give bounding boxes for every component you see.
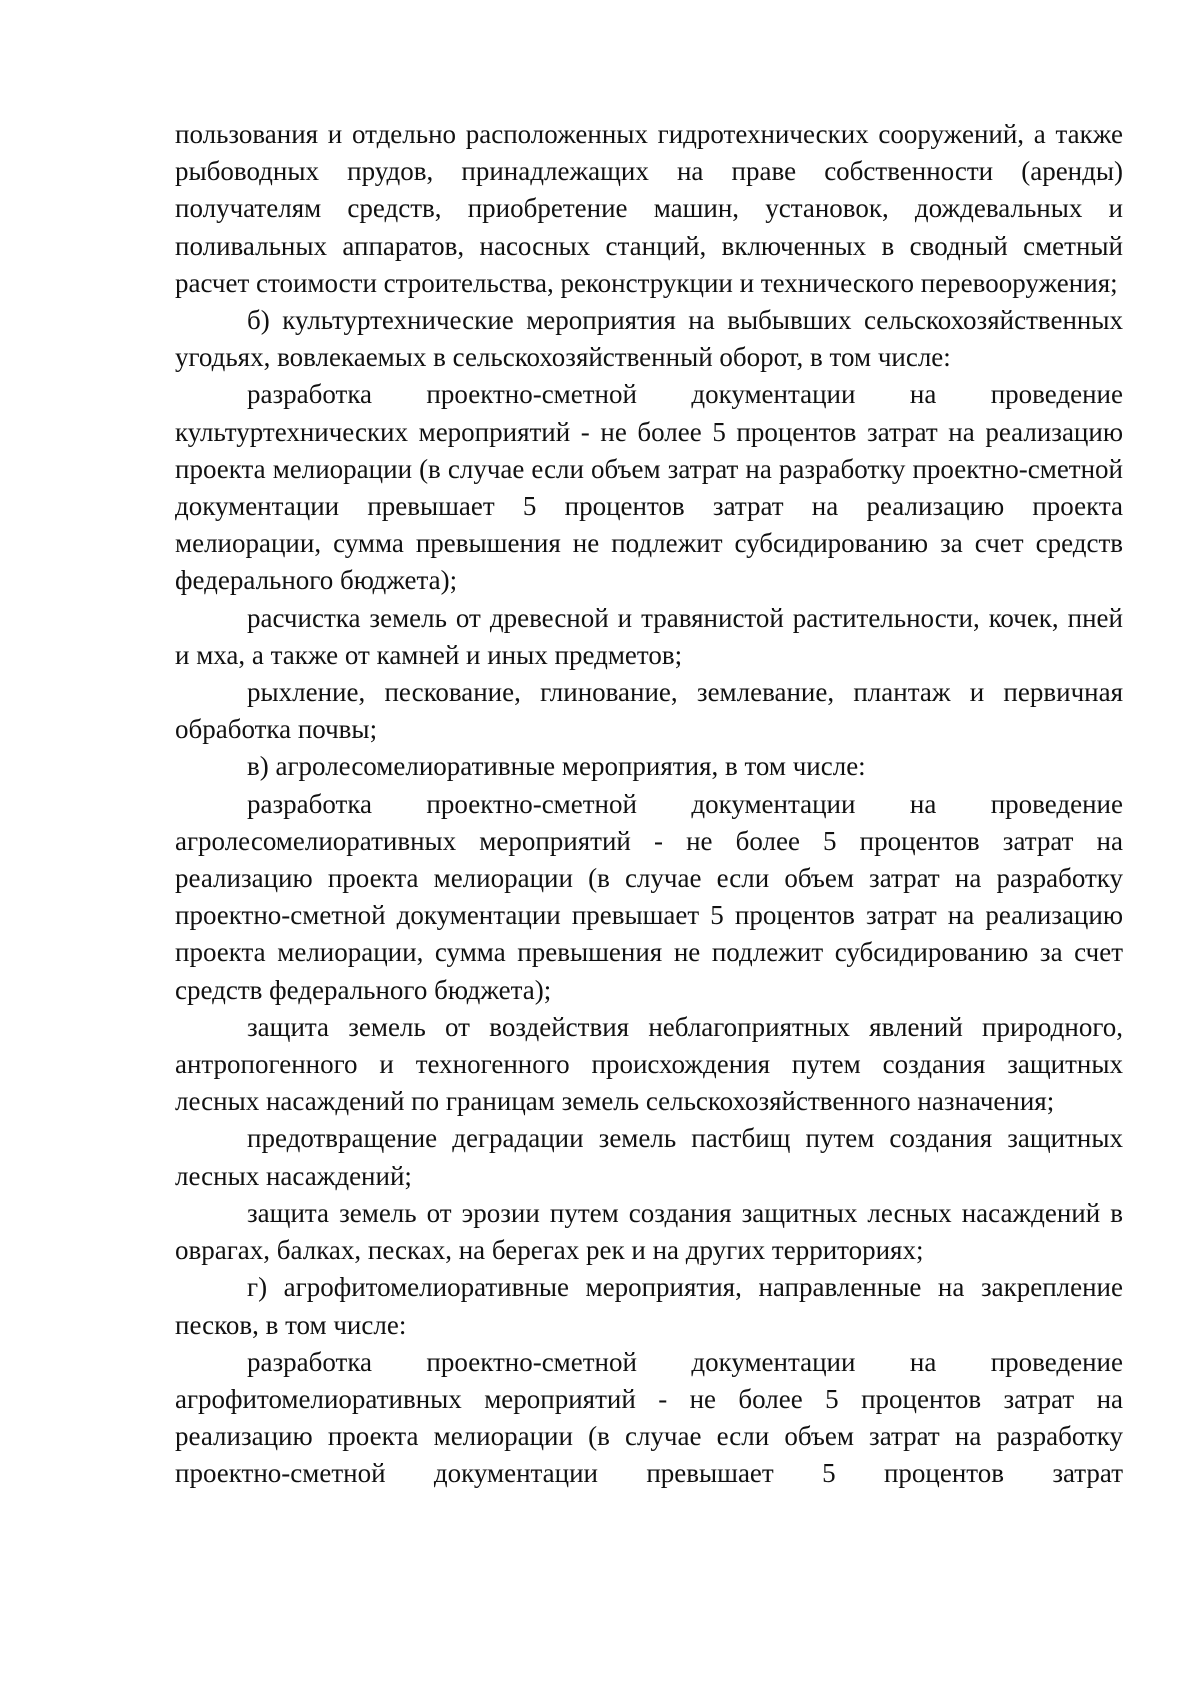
paragraph-item-v: в) агролесомелиоративные мероприятия, в том числе: [247, 751, 866, 782]
paragraph-v-erosion: защита земель от эрозии путем создания защитных лесных насаждений в оврагах, балках, песках, на берегах рек и на других территориях; [175, 1197, 1123, 1266]
paragraph-item-g: г) агрофитомелиоративные мероприятия, направленные на закрепление песков, в том числе: [175, 1272, 1123, 1340]
paragraph-b-design-docs: разработка проектно-сметной документации на проведение культуртехнических мероприятий - не более 5 процентов затрат на реализацию проекта мелиорации (в случае если объем затрат на разработку проектно-сметной документации превышает 5 процентов затрат на реализацию проекта мелиорации, сумма превышения не подлежит субсидированию за счет средств федерального бюджета); [175, 379, 1123, 596]
paragraph-v-pasture: предотвращение деградации земель пастбищ путем создания защитных лесных насаждений; [175, 1123, 1123, 1191]
document-page [175, 116, 1123, 1493]
paragraph-b-clearing: расчистка земель от древесной и травянистой растительности, кочек, пней и мха, а также от камней и иных предметов; [175, 602, 1123, 670]
paragraph-item-b: б) культуртехнические мероприятия на выбывших сельскохозяйственных угодьях, вовлекаемых в сельскохозяйственный оборот, в том числе: [175, 305, 1123, 373]
paragraph-v-protection: защита земель от воздействия неблагоприятных явлений природного, антропогенного и техногенного происхождения путем создания защитных лесных насаждений по границам земель сельскохозяйственного назначения; [175, 1011, 1123, 1117]
paragraph-v-design-docs: разработка проектно-сметной документации на проведение агролесомелиоративных мероприятий - не более 5 процентов затрат на реализацию проекта мелиорации (в случае если объем затрат на разработку проектно-сметной документации превышает 5 процентов затрат на реализацию проекта мелиорации, сумма превышения не подлежит субсидированию за счет средств федерального бюджета); [175, 788, 1123, 1005]
paragraph-b-soil-treatment: рыхление, пескование, глинование, землевание, плантаж и первичная обработка почвы; [175, 677, 1123, 745]
paragraph-continuation: пользования и отдельно расположенных гидротехнических сооружений, а также рыбоводных прудов, принадлежащих на праве собственности (аренды) получателям средств, приобретение машин, установок, дождевальных и поливальных аппаратов, насосных станций, включенных в сводный сметный расчет стоимости строительства, реконструкции и технического перевооружения; [175, 119, 1123, 298]
paragraph-g-design-docs: разработка проектно-сметной документации на проведение агрофитомелиоративных мероприятий - не более 5 процентов затрат на реализацию проекта мелиорации (в случае если объем затрат на разработку проектно-сметной документации превышает 5 процентов затрат [175, 1346, 1123, 1489]
